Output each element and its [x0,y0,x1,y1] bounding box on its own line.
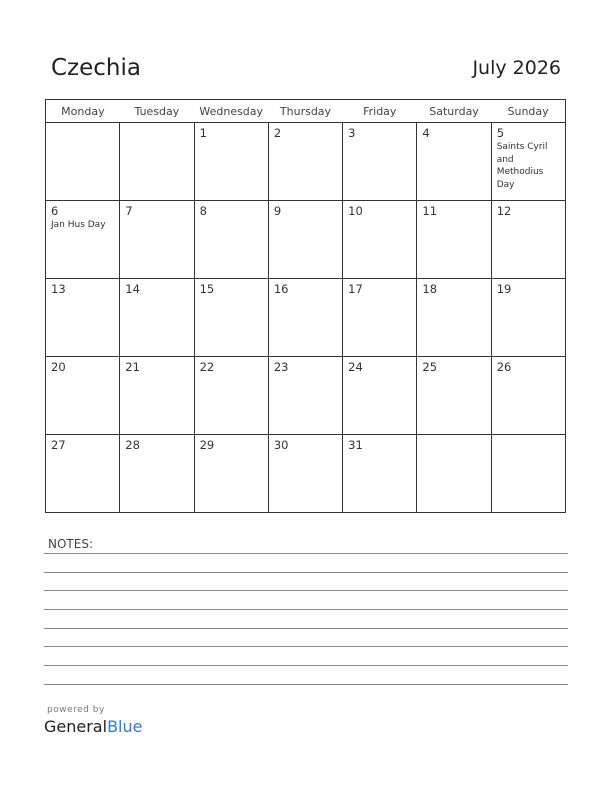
note-line [44,628,568,629]
calendar-month-title: July 2026 [472,57,561,79]
day-number: 29 [199,438,215,452]
day-number: 7 [125,204,133,218]
note-line [44,646,568,647]
day-cell [417,435,491,513]
day-number: 15 [199,282,215,296]
weekday-header: Saturday [417,100,491,123]
day-cell [46,201,120,279]
day-cell [343,435,417,513]
day-cell [268,123,342,201]
day-number: 27 [51,438,66,452]
day-number: 17 [348,282,363,296]
week-row [46,435,566,513]
day-number: 28 [125,438,140,452]
day-cell [268,435,342,513]
day-cell [194,123,268,201]
day-cell [268,279,342,357]
day-cell [343,201,417,279]
week-row [46,201,566,279]
brand-blue: Blue [107,717,143,736]
day-number: 4 [422,126,430,140]
note-line [44,665,568,666]
notes-label: NOTES: [48,537,93,551]
weekday-header: Thursday [268,100,342,123]
day-cell [491,279,565,357]
note-line [44,590,568,591]
weekday-header: Tuesday [120,100,194,123]
day-cell [194,201,268,279]
note-line [44,572,568,573]
day-cell [491,123,565,201]
day-cell [120,435,194,513]
day-number: 16 [273,282,289,296]
day-cell [343,123,417,201]
day-cell [120,279,194,357]
day-number: 8 [199,204,207,218]
day-cell [46,357,120,435]
day-cell [46,279,120,357]
day-cell [491,435,565,513]
day-number: 26 [496,360,512,374]
calendar-country-title: Czechia [51,55,141,81]
day-number: 2 [273,126,282,140]
day-cell [343,357,417,435]
day-number: 9 [273,204,282,218]
day-cell [417,201,491,279]
day-cell [194,279,268,357]
day-cell [417,279,491,357]
day-number: 13 [51,282,66,296]
day-cell [46,123,120,201]
day-number: 5 [496,126,505,140]
day-cell [491,357,565,435]
week-row [46,123,566,201]
day-number: 12 [496,204,512,218]
weekday-header: Wednesday [194,100,268,123]
day-number: 24 [348,360,363,374]
day-number: 19 [496,282,512,296]
note-line [44,553,568,554]
brand-general: General [44,717,108,736]
day-cell [343,279,417,357]
day-number: 30 [273,438,289,452]
day-number: 1 [199,126,207,140]
day-cell [194,435,268,513]
day-number: 25 [422,360,438,374]
day-cell [417,123,491,201]
day-cell [120,123,194,201]
day-number: 14 [125,282,140,296]
day-number: 3 [348,126,356,140]
weekday-header-row [46,100,566,123]
day-number: 6 [51,204,59,218]
day-cell [268,357,342,435]
week-row [46,279,566,357]
holiday-label: Jan Hus Day [51,220,106,230]
day-cell [120,357,194,435]
day-number: 18 [422,282,438,296]
holiday-label: Saints Cyril and Methodius Day [496,142,548,190]
day-number: 23 [273,360,289,374]
powered-by-text: powered by [47,705,105,715]
day-cell [268,201,342,279]
day-number: 31 [348,438,363,452]
weekday-header: Sunday [491,100,565,123]
day-number: 10 [348,204,363,218]
week-row [46,357,566,435]
day-cell [417,357,491,435]
day-cell [491,201,565,279]
day-cell [120,201,194,279]
calendar-grid [45,99,566,513]
generalblue-logo [44,717,142,736]
day-number: 11 [422,204,438,218]
note-line [44,684,568,685]
day-number: 20 [51,360,66,374]
weekday-header: Monday [46,100,120,123]
weekday-header: Friday [343,100,417,123]
day-number: 21 [125,360,140,374]
day-cell [46,435,120,513]
day-cell [194,357,268,435]
day-number: 22 [199,360,215,374]
note-line [44,609,568,610]
